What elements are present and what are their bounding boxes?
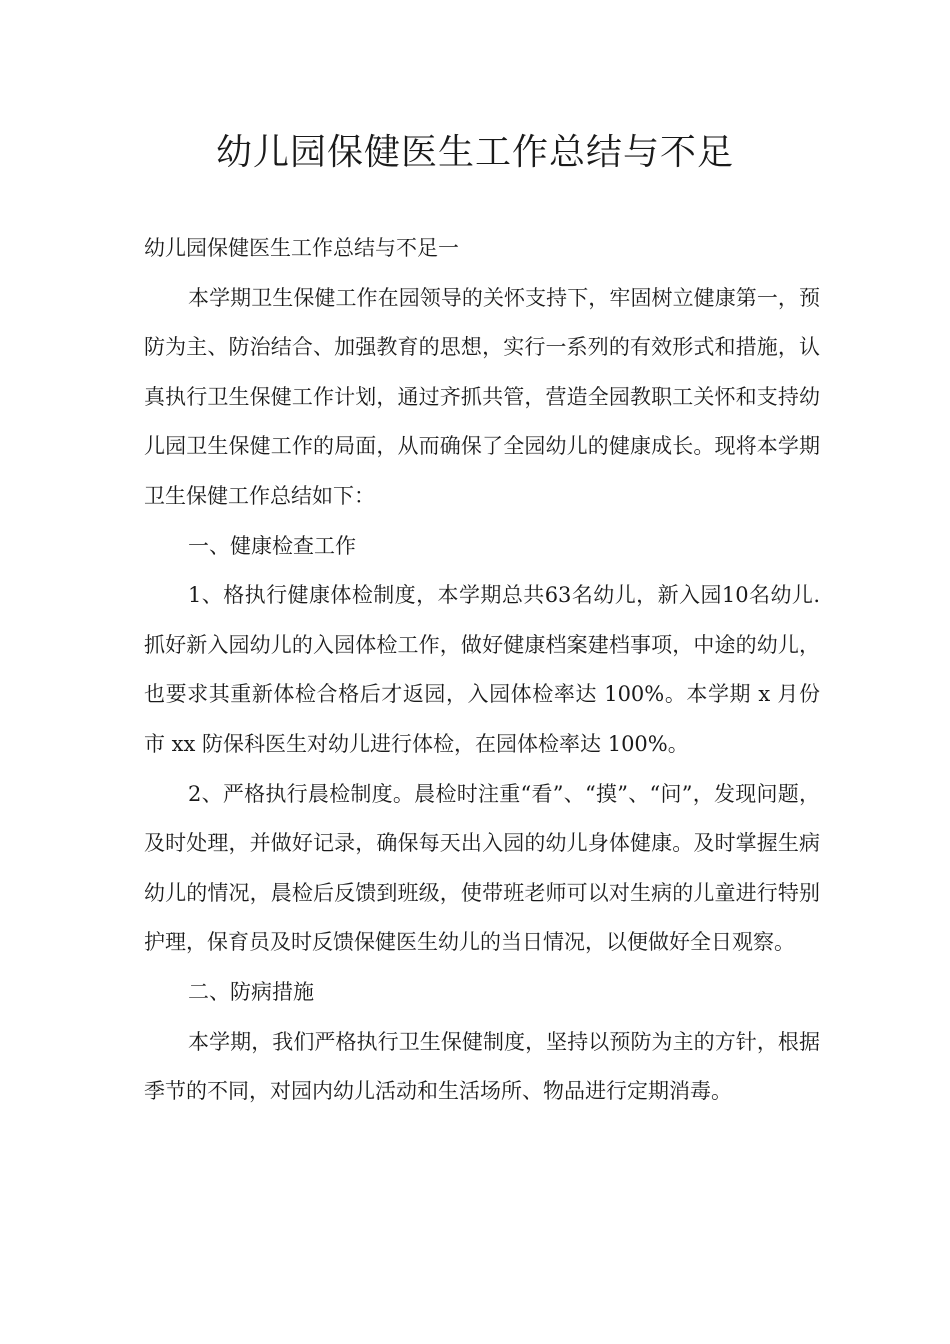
paragraph-morning-check: 2、严格执行晨检制度。晨检时注重“看”、“摸”、“问”，发现问题，及时处理，并做好记录，确保每天出入园的幼儿身体健康。及时掌握生病幼儿的情况，晨检后反馈到班级，使带班老师可以对生病的儿童进行特别护理，保育员及时反馈保健医生幼儿的当日情况，以便做好全日观察。 <box>144 781 820 955</box>
heading-disease-prevention: 二、防病措施 <box>188 979 314 1004</box>
section-subtitle: 幼儿园保健医生工作总结与不足一 <box>144 236 459 260</box>
document-body <box>144 224 820 1117</box>
heading-health-check: 一、健康检查工作 <box>188 533 356 558</box>
paragraph-prevention: 本学期，我们严格执行卫生保健制度，坚持以预防为主的方针，根据季节的不同，对园内幼儿活动和生活场所、物品进行定期消毒。 <box>144 1029 820 1104</box>
paragraph-physical-exam: 1、格执行健康体检制度，本学期总共63名幼儿，新入园10名幼儿.抓好新入园幼儿的入园体检工作，做好健康档案建档事项，中途的幼儿，也要求其重新体检合格后才返园，入园体检率达 100%。本学期 x 月份市 xx 防保科医生对幼儿进行体检，在园体检率达 100%。 <box>144 583 820 756</box>
paragraph-intro: 本学期卫生保健工作在园领导的关怀支持下，牢固树立健康第一，预防为主、防治结合、加强教育的思想，实行一系列的有效形式和措施，认真执行卫生保健工作计划，通过齐抓共管，营造全园教职工关怀和支持幼儿园卫生保健工作的局面，从而确保了全园幼儿的健康成长。现将本学期卫生保健工作总结如下： <box>144 285 820 508</box>
document-title: 幼儿园保健医生工作总结与不足 <box>215 132 734 173</box>
